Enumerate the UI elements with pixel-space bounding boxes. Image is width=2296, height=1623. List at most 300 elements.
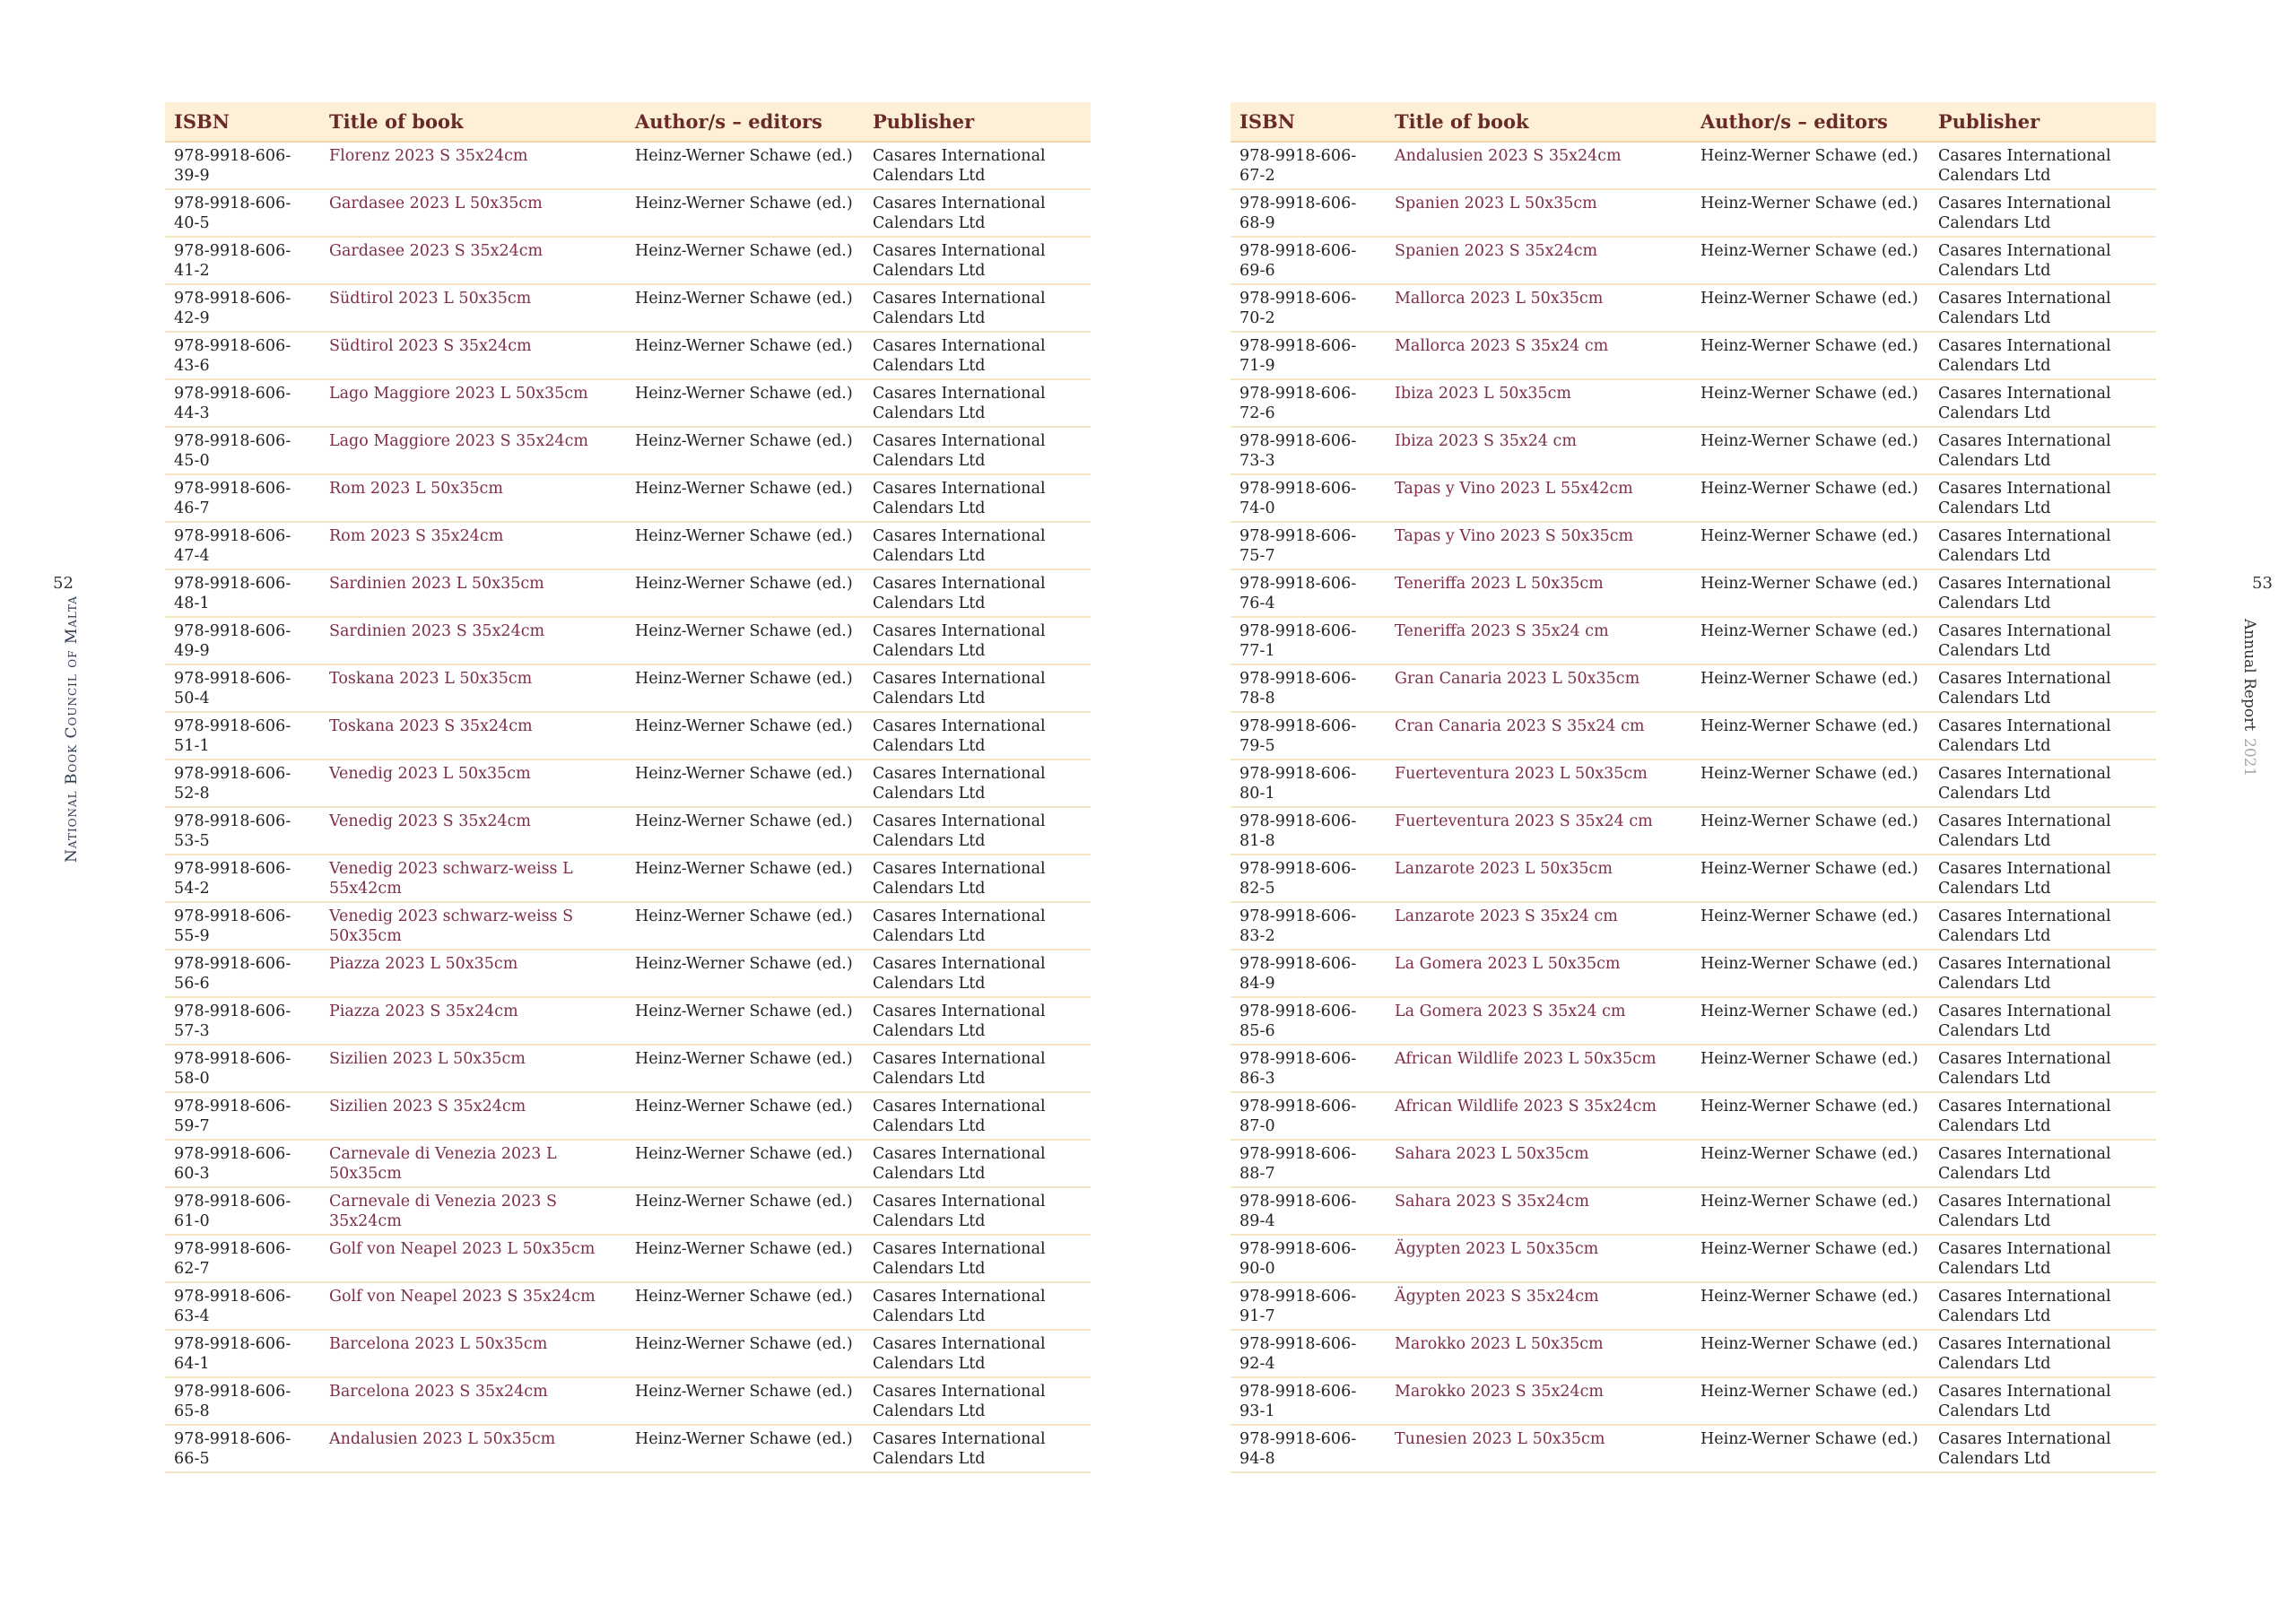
title-cell: Florenz 2023 S 35x24cm xyxy=(320,142,626,189)
title-cell: Spanien 2023 L 50x35cm xyxy=(1386,189,1692,237)
isbn-cell: 978-9918-606-39-9 xyxy=(165,142,320,189)
title-cell: Marokko 2023 S 35x24cm xyxy=(1386,1377,1692,1425)
author-cell: Heinz-Werner Schawe (ed.) xyxy=(626,1140,864,1187)
right-page xyxy=(1148,0,2296,1623)
publisher-cell: Casares International Calendars Ltd xyxy=(864,1330,1091,1377)
table-row xyxy=(1231,950,2156,997)
author-cell: Heinz-Werner Schawe (ed.) xyxy=(626,807,864,855)
publisher-cell: Casares International Calendars Ltd xyxy=(1929,474,2156,522)
table-row xyxy=(1231,284,2156,332)
isbn-cell: 978-9918-606-42-9 xyxy=(165,284,320,332)
publisher-cell: Casares International Calendars Ltd xyxy=(864,237,1091,284)
isbn-cell: 978-9918-606-93-1 xyxy=(1231,1377,1386,1425)
author-cell: Heinz-Werner Schawe (ed.) xyxy=(1692,997,1929,1045)
side-running-title: National Book Council of Malta xyxy=(63,595,81,863)
table-row xyxy=(1231,1282,2156,1330)
isbn-cell: 978-9918-606-54-2 xyxy=(165,855,320,902)
title-cell: Carnevale di Venezia 2023 L 50x35cm xyxy=(320,1140,626,1187)
title-cell: Südtirol 2023 L 50x35cm xyxy=(320,284,626,332)
isbn-cell: 978-9918-606-43-6 xyxy=(165,332,320,379)
table-row xyxy=(1231,1235,2156,1282)
author-cell: Heinz-Werner Schawe (ed.) xyxy=(626,237,864,284)
publisher-cell: Casares International Calendars Ltd xyxy=(1929,1235,2156,1282)
table-row xyxy=(1231,569,2156,617)
table-header xyxy=(1231,102,2156,142)
table-row xyxy=(165,379,1091,427)
publisher-cell: Casares International Calendars Ltd xyxy=(864,1282,1091,1330)
title-cell: Sizilien 2023 S 35x24cm xyxy=(320,1092,626,1140)
title-cell: Toskana 2023 S 35x24cm xyxy=(320,712,626,759)
title-cell: Venedig 2023 schwarz-weiss S 50x35cm xyxy=(320,902,626,950)
title-cell: Sahara 2023 S 35x24cm xyxy=(1386,1187,1692,1235)
publisher-cell: Casares International Calendars Ltd xyxy=(864,427,1091,474)
isbn-cell: 978-9918-606-56-6 xyxy=(165,950,320,997)
publisher-cell: Casares International Calendars Ltd xyxy=(1929,1187,2156,1235)
isbn-table-right xyxy=(1231,102,2156,1473)
isbn-cell: 978-9918-606-84-9 xyxy=(1231,950,1386,997)
isbn-cell: 978-9918-606-73-3 xyxy=(1231,427,1386,474)
author-cell: Heinz-Werner Schawe (ed.) xyxy=(626,1330,864,1377)
table-row xyxy=(165,332,1091,379)
author-cell: Heinz-Werner Schawe (ed.) xyxy=(1692,284,1929,332)
isbn-cell: 978-9918-606-68-9 xyxy=(1231,189,1386,237)
title-cell: Piazza 2023 L 50x35cm xyxy=(320,950,626,997)
publisher-cell: Casares International Calendars Ltd xyxy=(864,1235,1091,1282)
isbn-cell: 978-9918-606-51-1 xyxy=(165,712,320,759)
author-cell: Heinz-Werner Schawe (ed.) xyxy=(626,617,864,664)
publisher-cell: Casares International Calendars Ltd xyxy=(1929,237,2156,284)
author-cell: Heinz-Werner Schawe (ed.) xyxy=(1692,712,1929,759)
table-row xyxy=(165,950,1091,997)
page-number: 53 xyxy=(2252,574,2273,593)
author-cell: Heinz-Werner Schawe (ed.) xyxy=(1692,902,1929,950)
table-row xyxy=(165,1330,1091,1377)
table-row xyxy=(1231,1425,2156,1472)
author-cell: Heinz-Werner Schawe (ed.) xyxy=(1692,569,1929,617)
publisher-cell: Casares International Calendars Ltd xyxy=(864,1187,1091,1235)
title-cell: Barcelona 2023 L 50x35cm xyxy=(320,1330,626,1377)
isbn-cell: 978-9918-606-76-4 xyxy=(1231,569,1386,617)
title-cell: Tapas y Vino 2023 S 50x35cm xyxy=(1386,522,1692,569)
table-row xyxy=(165,664,1091,712)
isbn-cell: 978-9918-606-91-7 xyxy=(1231,1282,1386,1330)
author-cell: Heinz-Werner Schawe (ed.) xyxy=(626,1235,864,1282)
table-row xyxy=(165,142,1091,189)
title-cell: Toskana 2023 L 50x35cm xyxy=(320,664,626,712)
publisher-cell: Casares International Calendars Ltd xyxy=(864,855,1091,902)
publisher-cell: Casares International Calendars Ltd xyxy=(1929,1045,2156,1092)
table-row xyxy=(165,427,1091,474)
author-cell: Heinz-Werner Schawe (ed.) xyxy=(626,950,864,997)
author-cell: Heinz-Werner Schawe (ed.) xyxy=(1692,1282,1929,1330)
table-row xyxy=(1231,427,2156,474)
author-cell: Heinz-Werner Schawe (ed.) xyxy=(626,902,864,950)
isbn-cell: 978-9918-606-69-6 xyxy=(1231,237,1386,284)
isbn-cell: 978-9918-606-71-9 xyxy=(1231,332,1386,379)
isbn-cell: 978-9918-606-92-4 xyxy=(1231,1330,1386,1377)
title-cell: Barcelona 2023 S 35x24cm xyxy=(320,1377,626,1425)
title-cell: Sardinien 2023 S 35x24cm xyxy=(320,617,626,664)
isbn-cell: 978-9918-606-79-5 xyxy=(1231,712,1386,759)
title-cell: Tapas y Vino 2023 L 55x42cm xyxy=(1386,474,1692,522)
title-cell: Südtirol 2023 S 35x24cm xyxy=(320,332,626,379)
table-row xyxy=(165,1235,1091,1282)
title-cell: Lago Maggiore 2023 L 50x35cm xyxy=(320,379,626,427)
publisher-cell: Casares International Calendars Ltd xyxy=(864,474,1091,522)
table-row xyxy=(165,902,1091,950)
author-cell: Heinz-Werner Schawe (ed.) xyxy=(1692,807,1929,855)
publisher-cell: Casares International Calendars Ltd xyxy=(1929,522,2156,569)
author-cell: Heinz-Werner Schawe (ed.) xyxy=(626,474,864,522)
publisher-cell: Casares International Calendars Ltd xyxy=(864,807,1091,855)
report-title: Annual Report xyxy=(2240,619,2258,732)
author-cell: Heinz-Werner Schawe (ed.) xyxy=(1692,1235,1929,1282)
isbn-cell: 978-9918-606-74-0 xyxy=(1231,474,1386,522)
publisher-cell: Casares International Calendars Ltd xyxy=(864,664,1091,712)
header-authors: Author/s – editors xyxy=(1692,102,1929,142)
table-row xyxy=(1231,1377,2156,1425)
table-row xyxy=(1231,1187,2156,1235)
isbn-cell: 978-9918-606-67-2 xyxy=(1231,142,1386,189)
title-cell: Venedig 2023 L 50x35cm xyxy=(320,759,626,807)
isbn-cell: 978-9918-606-66-5 xyxy=(165,1425,320,1472)
table-row xyxy=(165,759,1091,807)
side-running-title xyxy=(2240,619,2258,777)
title-cell: La Gomera 2023 S 35x24 cm xyxy=(1386,997,1692,1045)
author-cell: Heinz-Werner Schawe (ed.) xyxy=(1692,379,1929,427)
author-cell: Heinz-Werner Schawe (ed.) xyxy=(626,759,864,807)
author-cell: Heinz-Werner Schawe (ed.) xyxy=(626,332,864,379)
isbn-cell: 978-9918-606-75-7 xyxy=(1231,522,1386,569)
author-cell: Heinz-Werner Schawe (ed.) xyxy=(1692,522,1929,569)
author-cell: Heinz-Werner Schawe (ed.) xyxy=(626,522,864,569)
author-cell: Heinz-Werner Schawe (ed.) xyxy=(1692,189,1929,237)
page-number: 52 xyxy=(53,574,74,593)
title-cell: Gran Canaria 2023 L 50x35cm xyxy=(1386,664,1692,712)
author-cell: Heinz-Werner Schawe (ed.) xyxy=(626,997,864,1045)
publisher-cell: Casares International Calendars Ltd xyxy=(864,1045,1091,1092)
header-title: Title of book xyxy=(320,102,626,142)
header-publisher: Publisher xyxy=(864,102,1091,142)
author-cell: Heinz-Werner Schawe (ed.) xyxy=(626,712,864,759)
title-cell: Spanien 2023 S 35x24cm xyxy=(1386,237,1692,284)
publisher-cell: Casares International Calendars Ltd xyxy=(1929,997,2156,1045)
table-row xyxy=(165,522,1091,569)
publisher-cell: Casares International Calendars Ltd xyxy=(864,379,1091,427)
publisher-cell: Casares International Calendars Ltd xyxy=(864,617,1091,664)
publisher-cell: Casares International Calendars Ltd xyxy=(1929,284,2156,332)
publisher-cell: Casares International Calendars Ltd xyxy=(1929,712,2156,759)
author-cell: Heinz-Werner Schawe (ed.) xyxy=(626,284,864,332)
author-cell: Heinz-Werner Schawe (ed.) xyxy=(1692,759,1929,807)
author-cell: Heinz-Werner Schawe (ed.) xyxy=(1692,950,1929,997)
publisher-cell: Casares International Calendars Ltd xyxy=(1929,142,2156,189)
title-cell: Andalusien 2023 S 35x24cm xyxy=(1386,142,1692,189)
table-row xyxy=(165,284,1091,332)
isbn-cell: 978-9918-606-87-0 xyxy=(1231,1092,1386,1140)
author-cell: Heinz-Werner Schawe (ed.) xyxy=(626,142,864,189)
isbn-cell: 978-9918-606-70-2 xyxy=(1231,284,1386,332)
isbn-cell: 978-9918-606-59-7 xyxy=(165,1092,320,1140)
publisher-cell: Casares International Calendars Ltd xyxy=(1929,1092,2156,1140)
isbn-cell: 978-9918-606-40-5 xyxy=(165,189,320,237)
isbn-cell: 978-9918-606-49-9 xyxy=(165,617,320,664)
publisher-cell: Casares International Calendars Ltd xyxy=(1929,855,2156,902)
isbn-cell: 978-9918-606-63-4 xyxy=(165,1282,320,1330)
author-cell: Heinz-Werner Schawe (ed.) xyxy=(1692,237,1929,284)
title-cell: Teneriffa 2023 S 35x24 cm xyxy=(1386,617,1692,664)
header-isbn: ISBN xyxy=(165,102,320,142)
publisher-cell: Casares International Calendars Ltd xyxy=(864,522,1091,569)
author-cell: Heinz-Werner Schawe (ed.) xyxy=(626,664,864,712)
author-cell: Heinz-Werner Schawe (ed.) xyxy=(626,855,864,902)
isbn-cell: 978-9918-606-52-8 xyxy=(165,759,320,807)
author-cell: Heinz-Werner Schawe (ed.) xyxy=(626,379,864,427)
table-row xyxy=(165,1377,1091,1425)
title-cell: Golf von Neapel 2023 L 50x35cm xyxy=(320,1235,626,1282)
table-row xyxy=(1231,1045,2156,1092)
publisher-cell: Casares International Calendars Ltd xyxy=(1929,759,2156,807)
table-row xyxy=(165,569,1091,617)
title-cell: Tunesien 2023 L 50x35cm xyxy=(1386,1425,1692,1472)
publisher-cell: Casares International Calendars Ltd xyxy=(1929,1140,2156,1187)
author-cell: Heinz-Werner Schawe (ed.) xyxy=(1692,332,1929,379)
title-cell: La Gomera 2023 L 50x35cm xyxy=(1386,950,1692,997)
header-authors: Author/s – editors xyxy=(626,102,864,142)
title-cell: Piazza 2023 S 35x24cm xyxy=(320,997,626,1045)
author-cell: Heinz-Werner Schawe (ed.) xyxy=(626,427,864,474)
publisher-cell: Casares International Calendars Ltd xyxy=(1929,569,2156,617)
isbn-cell: 978-9918-606-55-9 xyxy=(165,902,320,950)
table-row xyxy=(1231,1140,2156,1187)
publisher-cell: Casares International Calendars Ltd xyxy=(864,712,1091,759)
title-cell: Teneriffa 2023 L 50x35cm xyxy=(1386,569,1692,617)
table-row xyxy=(165,997,1091,1045)
table-row xyxy=(1231,189,2156,237)
table-row xyxy=(1231,332,2156,379)
title-cell: Rom 2023 S 35x24cm xyxy=(320,522,626,569)
isbn-cell: 978-9918-606-94-8 xyxy=(1231,1425,1386,1472)
isbn-cell: 978-9918-606-44-3 xyxy=(165,379,320,427)
author-cell: Heinz-Werner Schawe (ed.) xyxy=(626,1425,864,1472)
table-row xyxy=(1231,902,2156,950)
table-row xyxy=(1231,1330,2156,1377)
author-cell: Heinz-Werner Schawe (ed.) xyxy=(1692,855,1929,902)
title-cell: Golf von Neapel 2023 S 35x24cm xyxy=(320,1282,626,1330)
isbn-cell: 978-9918-606-83-2 xyxy=(1231,902,1386,950)
publisher-cell: Casares International Calendars Ltd xyxy=(1929,617,2156,664)
isbn-cell: 978-9918-606-82-5 xyxy=(1231,855,1386,902)
title-cell: Cran Canaria 2023 S 35x24 cm xyxy=(1386,712,1692,759)
isbn-cell: 978-9918-606-72-6 xyxy=(1231,379,1386,427)
isbn-cell: 978-9918-606-47-4 xyxy=(165,522,320,569)
publisher-cell: Casares International Calendars Ltd xyxy=(1929,189,2156,237)
title-cell: Marokko 2023 L 50x35cm xyxy=(1386,1330,1692,1377)
publisher-cell: Casares International Calendars Ltd xyxy=(864,902,1091,950)
table-body xyxy=(165,142,1091,1472)
publisher-cell: Casares International Calendars Ltd xyxy=(1929,379,2156,427)
table-row xyxy=(1231,712,2156,759)
isbn-cell: 978-9918-606-48-1 xyxy=(165,569,320,617)
author-cell: Heinz-Werner Schawe (ed.) xyxy=(1692,1425,1929,1472)
isbn-table-left xyxy=(165,102,1091,1473)
publisher-cell: Casares International Calendars Ltd xyxy=(864,759,1091,807)
table-body xyxy=(1231,142,2156,1472)
isbn-cell: 978-9918-606-53-5 xyxy=(165,807,320,855)
author-cell: Heinz-Werner Schawe (ed.) xyxy=(1692,1330,1929,1377)
table-row xyxy=(165,1140,1091,1187)
author-cell: Heinz-Werner Schawe (ed.) xyxy=(1692,474,1929,522)
publisher-cell: Casares International Calendars Ltd xyxy=(864,1092,1091,1140)
publisher-cell: Casares International Calendars Ltd xyxy=(864,1377,1091,1425)
publisher-cell: Casares International Calendars Ltd xyxy=(1929,950,2156,997)
isbn-cell: 978-9918-606-85-6 xyxy=(1231,997,1386,1045)
title-cell: Ibiza 2023 L 50x35cm xyxy=(1386,379,1692,427)
table-row xyxy=(1231,759,2156,807)
publisher-cell: Casares International Calendars Ltd xyxy=(1929,1425,2156,1472)
title-cell: Lanzarote 2023 L 50x35cm xyxy=(1386,855,1692,902)
table-row xyxy=(165,712,1091,759)
table-row xyxy=(165,1425,1091,1472)
table-row xyxy=(1231,474,2156,522)
title-cell: Lago Maggiore 2023 S 35x24cm xyxy=(320,427,626,474)
table-row xyxy=(1231,807,2156,855)
publisher-cell: Casares International Calendars Ltd xyxy=(1929,807,2156,855)
isbn-cell: 978-9918-606-50-4 xyxy=(165,664,320,712)
table-row xyxy=(165,1282,1091,1330)
publisher-cell: Casares International Calendars Ltd xyxy=(1929,902,2156,950)
table-row xyxy=(1231,997,2156,1045)
author-cell: Heinz-Werner Schawe (ed.) xyxy=(1692,1140,1929,1187)
isbn-cell: 978-9918-606-60-3 xyxy=(165,1140,320,1187)
header-publisher: Publisher xyxy=(1929,102,2156,142)
isbn-cell: 978-9918-606-41-2 xyxy=(165,237,320,284)
title-cell: Sizilien 2023 L 50x35cm xyxy=(320,1045,626,1092)
title-cell: Carnevale di Venezia 2023 S 35x24cm xyxy=(320,1187,626,1235)
author-cell: Heinz-Werner Schawe (ed.) xyxy=(1692,142,1929,189)
title-cell: Ägypten 2023 L 50x35cm xyxy=(1386,1235,1692,1282)
isbn-cell: 978-9918-606-81-8 xyxy=(1231,807,1386,855)
table-header xyxy=(165,102,1091,142)
table-row xyxy=(1231,379,2156,427)
isbn-cell: 978-9918-606-61-0 xyxy=(165,1187,320,1235)
publisher-cell: Casares International Calendars Ltd xyxy=(1929,664,2156,712)
isbn-cell: 978-9918-606-86-3 xyxy=(1231,1045,1386,1092)
title-cell: Fuerteventura 2023 S 35x24 cm xyxy=(1386,807,1692,855)
table-row xyxy=(165,1092,1091,1140)
table-row xyxy=(165,474,1091,522)
author-cell: Heinz-Werner Schawe (ed.) xyxy=(626,569,864,617)
table-row xyxy=(165,617,1091,664)
author-cell: Heinz-Werner Schawe (ed.) xyxy=(1692,664,1929,712)
publisher-cell: Casares International Calendars Ltd xyxy=(864,1140,1091,1187)
publisher-cell: Casares International Calendars Ltd xyxy=(864,950,1091,997)
report-year: 2021 xyxy=(2240,738,2258,777)
author-cell: Heinz-Werner Schawe (ed.) xyxy=(1692,617,1929,664)
isbn-cell: 978-9918-606-46-7 xyxy=(165,474,320,522)
table-row xyxy=(165,1187,1091,1235)
title-cell: Sardinien 2023 L 50x35cm xyxy=(320,569,626,617)
author-cell: Heinz-Werner Schawe (ed.) xyxy=(626,189,864,237)
title-cell: Sahara 2023 L 50x35cm xyxy=(1386,1140,1692,1187)
publisher-cell: Casares International Calendars Ltd xyxy=(864,1425,1091,1472)
author-cell: Heinz-Werner Schawe (ed.) xyxy=(1692,427,1929,474)
publisher-cell: Casares International Calendars Ltd xyxy=(1929,1330,2156,1377)
isbn-cell: 978-9918-606-58-0 xyxy=(165,1045,320,1092)
table-row xyxy=(1231,617,2156,664)
publisher-cell: Casares International Calendars Ltd xyxy=(1929,332,2156,379)
title-cell: Gardasee 2023 L 50x35cm xyxy=(320,189,626,237)
author-cell: Heinz-Werner Schawe (ed.) xyxy=(626,1377,864,1425)
table-row xyxy=(1231,855,2156,902)
title-cell: Andalusien 2023 L 50x35cm xyxy=(320,1425,626,1472)
table-row xyxy=(165,1045,1091,1092)
isbn-cell: 978-9918-606-89-4 xyxy=(1231,1187,1386,1235)
author-cell: Heinz-Werner Schawe (ed.) xyxy=(626,1092,864,1140)
isbn-cell: 978-9918-606-78-8 xyxy=(1231,664,1386,712)
publisher-cell: Casares International Calendars Ltd xyxy=(864,569,1091,617)
title-cell: Fuerteventura 2023 L 50x35cm xyxy=(1386,759,1692,807)
publisher-cell: Casares International Calendars Ltd xyxy=(1929,1282,2156,1330)
isbn-cell: 978-9918-606-90-0 xyxy=(1231,1235,1386,1282)
table-row xyxy=(1231,522,2156,569)
title-cell: Ibiza 2023 S 35x24 cm xyxy=(1386,427,1692,474)
author-cell: Heinz-Werner Schawe (ed.) xyxy=(626,1187,864,1235)
publisher-cell: Casares International Calendars Ltd xyxy=(864,284,1091,332)
isbn-cell: 978-9918-606-64-1 xyxy=(165,1330,320,1377)
publisher-cell: Casares International Calendars Ltd xyxy=(864,189,1091,237)
table-row xyxy=(1231,237,2156,284)
isbn-cell: 978-9918-606-77-1 xyxy=(1231,617,1386,664)
table-row xyxy=(165,807,1091,855)
header-isbn: ISBN xyxy=(1231,102,1386,142)
title-cell: Rom 2023 L 50x35cm xyxy=(320,474,626,522)
title-cell: Ägypten 2023 S 35x24cm xyxy=(1386,1282,1692,1330)
publisher-cell: Casares International Calendars Ltd xyxy=(864,142,1091,189)
isbn-cell: 978-9918-606-80-1 xyxy=(1231,759,1386,807)
title-cell: Mallorca 2023 S 35x24 cm xyxy=(1386,332,1692,379)
isbn-cell: 978-9918-606-88-7 xyxy=(1231,1140,1386,1187)
author-cell: Heinz-Werner Schawe (ed.) xyxy=(1692,1377,1929,1425)
title-cell: Venedig 2023 S 35x24cm xyxy=(320,807,626,855)
publisher-cell: Casares International Calendars Ltd xyxy=(1929,427,2156,474)
table-row xyxy=(1231,1092,2156,1140)
header-title: Title of book xyxy=(1386,102,1692,142)
author-cell: Heinz-Werner Schawe (ed.) xyxy=(626,1045,864,1092)
table-row xyxy=(1231,664,2156,712)
isbn-cell: 978-9918-606-45-0 xyxy=(165,427,320,474)
table-row xyxy=(165,189,1091,237)
title-cell: African Wildlife 2023 L 50x35cm xyxy=(1386,1045,1692,1092)
author-cell: Heinz-Werner Schawe (ed.) xyxy=(1692,1045,1929,1092)
table-row xyxy=(165,855,1091,902)
author-cell: Heinz-Werner Schawe (ed.) xyxy=(626,1282,864,1330)
isbn-cell: 978-9918-606-65-8 xyxy=(165,1377,320,1425)
title-cell: Gardasee 2023 S 35x24cm xyxy=(320,237,626,284)
table-row xyxy=(165,237,1091,284)
title-cell: African Wildlife 2023 S 35x24cm xyxy=(1386,1092,1692,1140)
publisher-cell: Casares International Calendars Ltd xyxy=(864,997,1091,1045)
author-cell: Heinz-Werner Schawe (ed.) xyxy=(1692,1187,1929,1235)
author-cell: Heinz-Werner Schawe (ed.) xyxy=(1692,1092,1929,1140)
title-cell: Venedig 2023 schwarz-weiss L 55x42cm xyxy=(320,855,626,902)
table-row xyxy=(1231,142,2156,189)
publisher-cell: Casares International Calendars Ltd xyxy=(1929,1377,2156,1425)
title-cell: Mallorca 2023 L 50x35cm xyxy=(1386,284,1692,332)
title-cell: Lanzarote 2023 S 35x24 cm xyxy=(1386,902,1692,950)
isbn-cell: 978-9918-606-57-3 xyxy=(165,997,320,1045)
publisher-cell: Casares International Calendars Ltd xyxy=(864,332,1091,379)
